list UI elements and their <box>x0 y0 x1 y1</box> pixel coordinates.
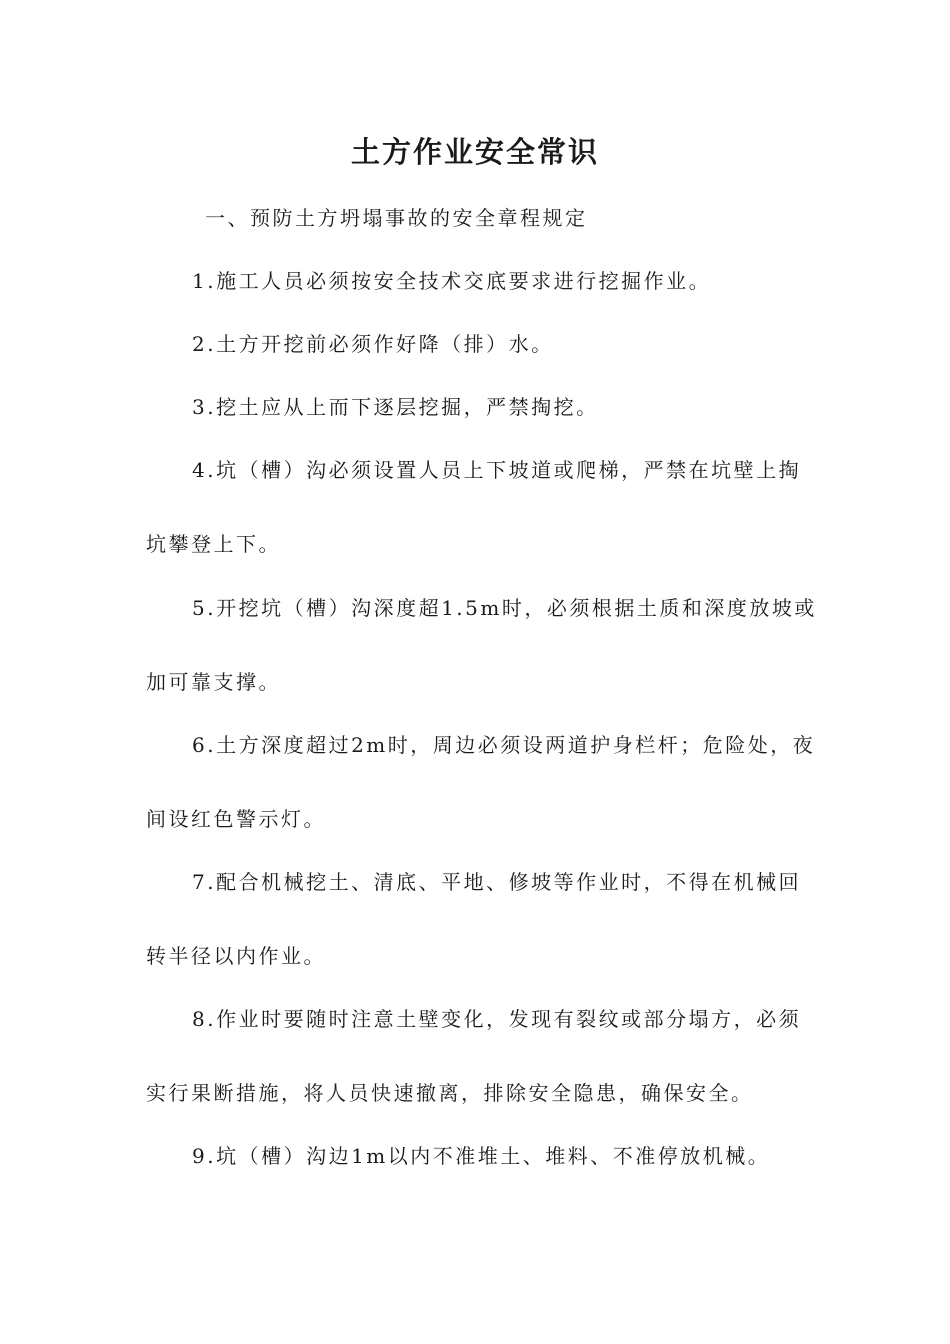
item-6-line-1: 6.土方深度超过2m时，周边必须设两道护身栏杆；危险处，夜 <box>192 733 816 757</box>
section-heading: 一、预防土方坍塌事故的安全章程规定 <box>205 206 588 230</box>
item-8-line-1: 8.作业时要随时注意土壁变化，发现有裂纹或部分塌方，必须 <box>192 1007 802 1031</box>
item-7-line-1: 7.配合机械挖土、清底、平地、修坡等作业时，不得在机械回 <box>192 870 802 894</box>
document-title: 土方作业安全常识 <box>350 135 599 169</box>
item-6-line-2: 间设红色警示灯。 <box>146 807 326 831</box>
item-1-line-1: 1.施工人员必须按安全技术交底要求进行挖掘作业。 <box>192 269 712 293</box>
item-2-line-1: 2.土方开挖前必须作好降（排）水。 <box>192 332 554 356</box>
item-5-line-1: 5.开挖坑（槽）沟深度超1.5m时，必须根据土质和深度放坡或 <box>192 596 817 620</box>
item-8-line-2: 实行果断措施，将人员快速撤离，排除安全隐患，确保安全。 <box>146 1081 754 1105</box>
item-7-line-2: 转半径以内作业。 <box>146 944 326 968</box>
item-5-line-2: 加可靠支撑。 <box>146 670 281 694</box>
item-9-line-1: 9.坑（槽）沟边1m以内不准堆土、堆料、不准停放机械。 <box>192 1144 771 1168</box>
item-4-line-2: 坑攀登上下。 <box>146 532 281 556</box>
item-4-line-1: 4.坑（槽）沟必须设置人员上下坡道或爬梯，严禁在坑壁上掏 <box>192 458 802 482</box>
item-3-line-1: 3.挖土应从上而下逐层挖掘，严禁掏挖。 <box>192 395 599 419</box>
